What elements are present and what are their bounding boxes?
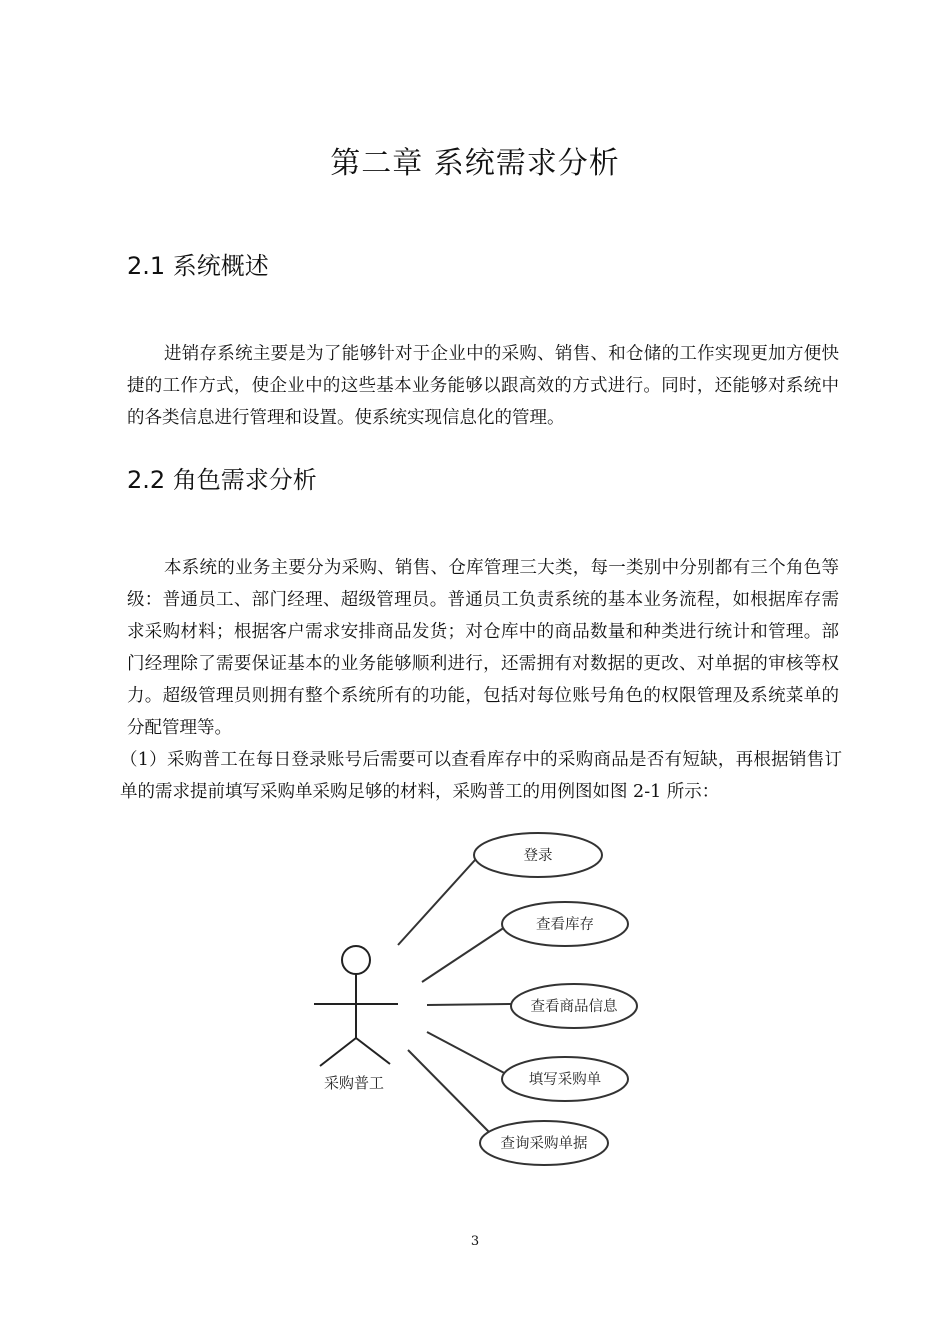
section-2-2-item-1: （1）采购普工在每日登录账号后需要可以查看库存中的采购商品是否有短缺，再根据销售订单的需求提前填写采购单采购足够的材料，采购普工的用例图如图 2-1 所示： <box>120 750 842 802</box>
association-line <box>427 1032 510 1076</box>
section-heading-2-2: 2.2 角色需求分析 <box>127 466 317 494</box>
actor-label: 采购普工 <box>323 1074 385 1092</box>
section-2-1-paragraph: 进销存系统主要是为了能够针对于企业中的采购、销售、和仓储的工作实现更加方便快捷的工作方式，使企业中的这些基本业务能够以跟高效的方式进行。同时，还能够对系统中的各类信息进行管理和设置。使系统实现信息化的管理。 <box>127 344 839 428</box>
use-case-label: 查看库存 <box>536 917 594 933</box>
page-number: 3 <box>470 1234 480 1249</box>
section-2-2-paragraph: 本系统的业务主要分为采购、销售、仓库管理三大类，每一类别中分别都有三个角色等级：普通员工、部门经理、超级管理员。普通员工负责系统的基本业务流程，如根据库存需求采购材料；根据客户需求安排商品发货；对仓库中的商品数量和种类进行统计和管理。部门经理除了需要保证基本的业务能够顺利进行，还需拥有对数据的更改、对单据的审核等权力。超级管理员则拥有整个系统所有的功能，包括对每位账号角色的权限管理及系统菜单的分配管理等。 <box>127 558 839 738</box>
association-line <box>427 1004 512 1005</box>
association-line <box>422 927 505 982</box>
actor-figure <box>314 946 398 1066</box>
use-case-diagram <box>300 820 660 1180</box>
use-case-label: 查询采购单据 <box>500 1136 588 1152</box>
use-case-label: 查看商品信息 <box>530 999 618 1015</box>
association-line <box>398 860 475 945</box>
use-case-label: 填写采购单 <box>528 1072 602 1088</box>
section-heading-2-1: 2.1 系统概述 <box>127 252 269 280</box>
association-line <box>408 1050 490 1133</box>
chapter-title: 第二章 系统需求分析 <box>330 146 620 182</box>
use-case-label: 登录 <box>523 848 553 864</box>
